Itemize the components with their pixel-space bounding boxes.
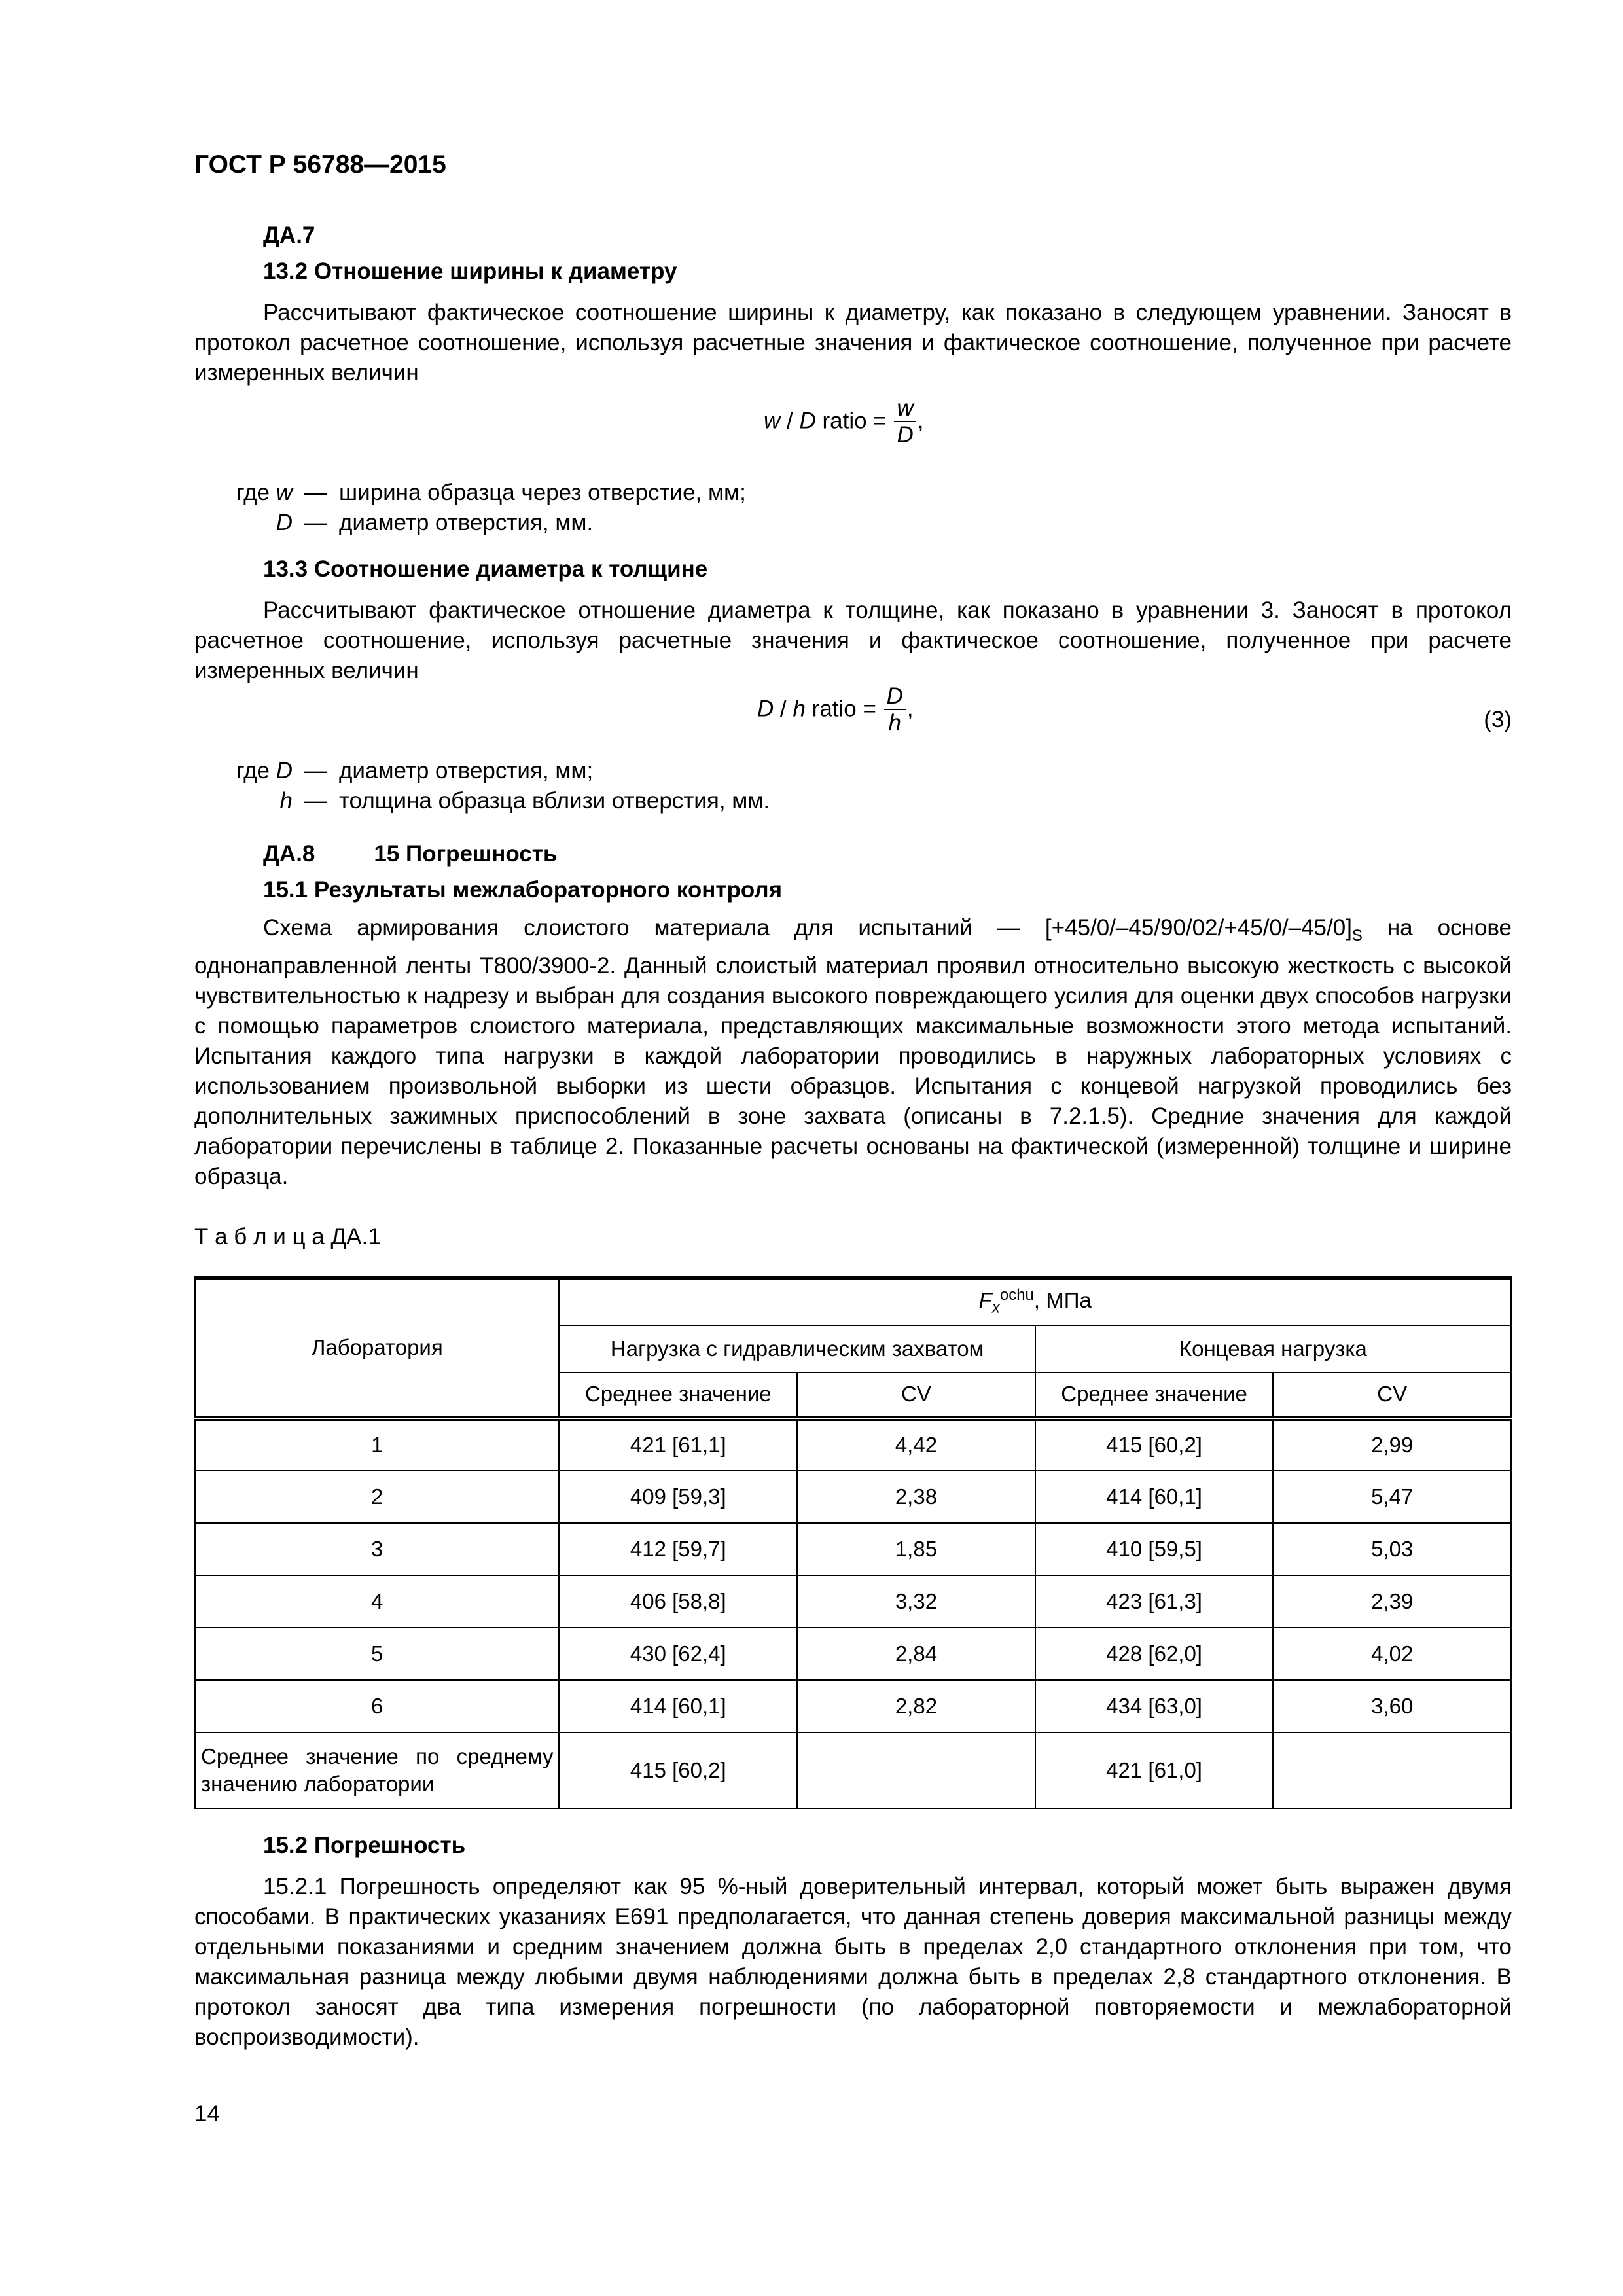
where-item: где D — диаметр отверстия, мм;: [236, 758, 594, 783]
where-list-1: [194, 478, 1512, 538]
table-row: 3 412 [59,7] 1,85 410 [59,5] 5,03: [195, 1523, 1511, 1575]
section-13-2-title: 13.2 Отношение ширины к диаметру: [263, 259, 677, 284]
annex-label-da7: ДА.7: [263, 223, 315, 248]
sub-header-cv: CV: [1273, 1372, 1511, 1418]
section-13-3-title: 13.3 Соотношение диаметра к толщине: [263, 556, 708, 582]
table-caption: Т а б л и ц а ДА.1: [194, 1224, 381, 1249]
section-13-2-text: Рассчитывают фактическое соотношение ширины к диаметру, как показано в следующем уравнении. Заносят в протокол расчетное соотношение, используя расчетные значения и фактическое соотношение, полученное при расчете измеренных величин: [194, 300, 1512, 386]
col-header-laboratory: Лаборатория: [195, 1278, 559, 1418]
table-row: 5 430 [62,4] 2,84 428 [62,0] 4,02: [195, 1628, 1511, 1680]
equation-w-d-ratio: w / D ratio = $\frac{w}{D}$ ,: [764, 395, 924, 448]
table-row: 2 409 [59,3] 2,38 414 [60,1] 5,47: [195, 1471, 1511, 1523]
col-header-hydraulic: Нагрузка с гидравлическим захватом: [559, 1325, 1035, 1372]
document-header: ГОСТ Р 56788—2015: [194, 151, 446, 179]
sub-header-mean: Среднее значение: [1035, 1372, 1274, 1418]
page-number: 14: [194, 2101, 220, 2126]
table-row: 1 421 [61,1] 4,42 415 [60,2] 2,99: [195, 1418, 1511, 1471]
col-header-fx-ochu: $F_x^{ochu}$, МПа: [559, 1278, 1511, 1325]
sub-header-cv: CV: [797, 1372, 1035, 1418]
section-15-2-title: 15.2 Погрешность: [263, 1833, 466, 1858]
sub-header-mean: Среднее значение: [559, 1372, 797, 1418]
where-list-2: [194, 756, 1512, 816]
equation-d-h-ratio: D / h ratio = $\frac{D}{h}$ ,: [757, 683, 914, 736]
section-13-3-text: Рассчитывают фактическое отношение диаметра к толщине, как показано в уравнении 3. Заносят в протокол расчетное соотношение, используя расчетные значения и фактическое соотношение, полученное при расчете измеренных величин: [194, 598, 1512, 683]
section-15-1-title: 15.1 Результаты межлабораторного контроля: [263, 877, 783, 903]
table-row-summary: Среднее значение по среднему значению лаборатории 415 [60,2] 421 [61,0]: [195, 1732, 1511, 1808]
where-item: где w — ширина образца через отверстие, мм;: [236, 480, 746, 505]
col-header-end-load: Концевая нагрузка: [1035, 1325, 1511, 1372]
section-15-1-text: Схема армирования слоистого материала для испытаний — $[+45/0/-45/90/02/+45/0/-45/0]_S$ на основе однонаправленной ленты T800/3900-2. Данный слоистый материал проявил относительно высокую жесткость с высокой чувствительностью к надрезу и выбран для создания высокого повреждающего усилия для оценки двух способов нагрузки с помощью параметров слоистого материала, представляющих максимальные возможности этого метода испытаний. Испытания каждого типа нагрузки в каждой лаборатории проводились в наружных лабораторных условиях с использованием произвольной выборки из шести образцов. Испытания с концевой нагрузкой проводились без дополнительных зажимных приспособлений в зоне захвата (описаны в 7.2.1.5). Средние значения для каждой лаборатории перечислены в таблице 2. Показанные расчеты основаны на фактической (измеренной) толщине и ширине образца.: [194, 915, 1512, 1189]
where-item: h — толщина образца вблизи отверстия, мм.: [279, 788, 770, 814]
table-row: 6 414 [60,1] 2,82 434 [63,0] 3,60: [195, 1680, 1511, 1732]
results-table: [194, 1276, 1512, 1809]
equation-number: (3): [1484, 707, 1512, 732]
where-item: D — диаметр отверстия, мм.: [276, 510, 594, 535]
section-15-2-1-text: 15.2.1 Погрешность определяют как 95 %-ный доверительный интервал, который может быть выражен двумя способами. В практических указаниях E691 предполагается, что данная степень доверия максимальной разницы между отдельными показаниями и средним значением должна быть в пределах 2,0 стандартного отклонения при том, что максимальная разница между любыми двумя наблюдениями должна быть в пределах 2,8 стандартного отклонения. В протокол заносят два типа измерения погрешности (по лабораторной повторяемости и межлабораторной воспроизводимости).: [194, 1874, 1512, 2050]
table-row: 4 406 [58,8] 3,32 423 [61,3] 2,39: [195, 1575, 1511, 1628]
annex-da8-heading: ДА.8 15 Погрешность: [263, 841, 558, 867]
